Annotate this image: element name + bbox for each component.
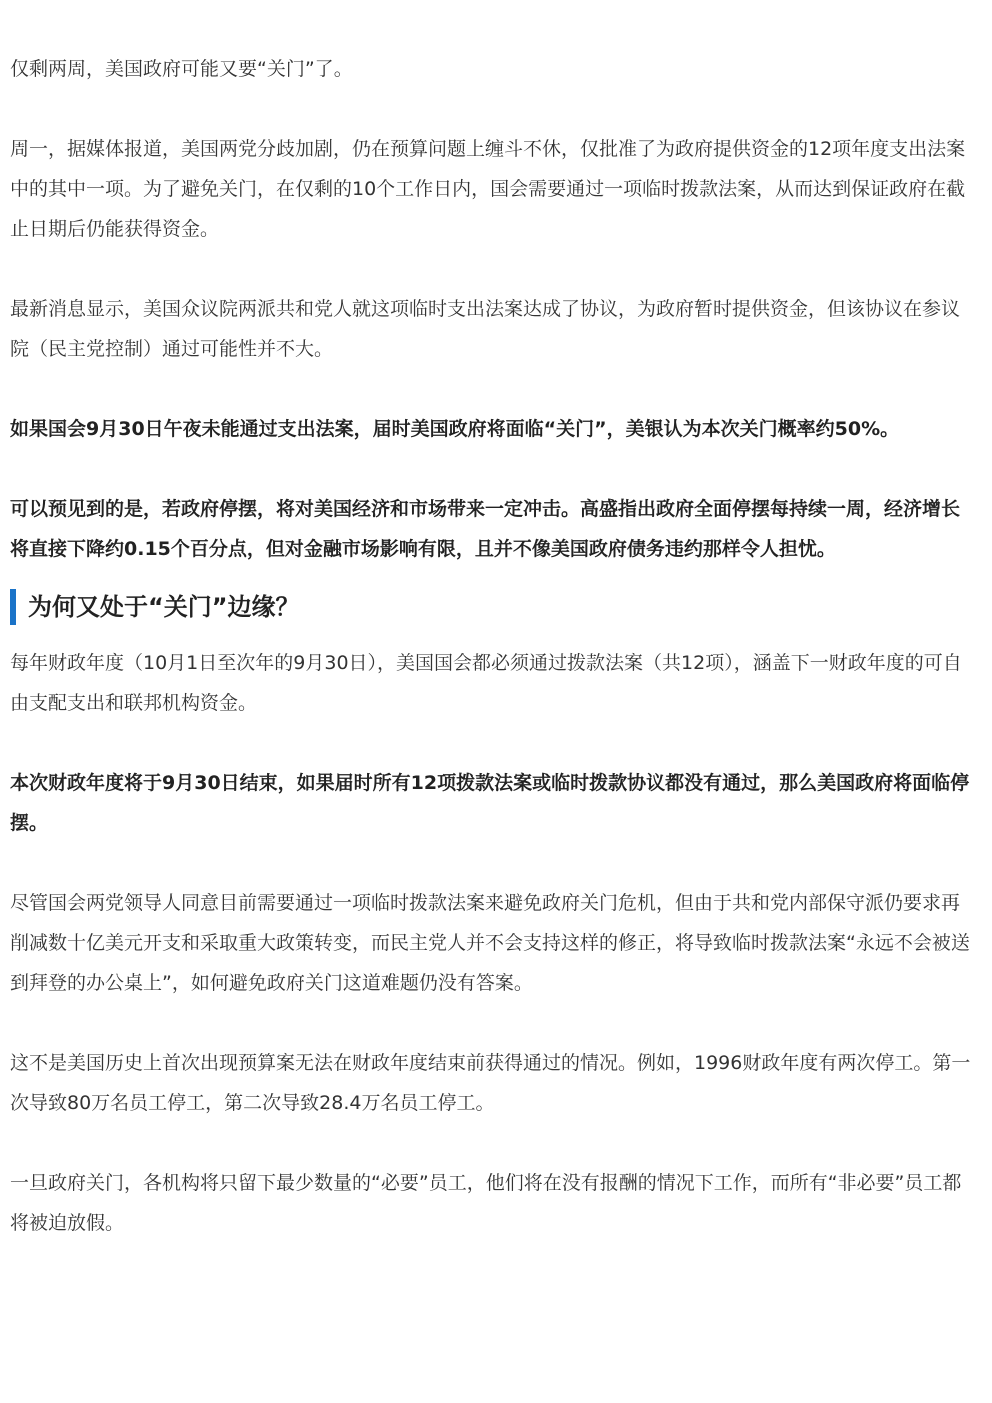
paragraph-economic-impact: 可以预见到的是，若政府停摆，将对美国经济和市场带来一定冲击。高盛指出政府全面停摆每持续一周，经济增长将直接下降约0.15个百分点，但对金融市场影响有限，且并不像美国政府债务违约那样令人担忧。 [10, 498, 961, 560]
spacer [10, 449, 971, 489]
section-heading-text: 为何又处于“关门”边缘？ [28, 593, 300, 621]
paragraph-intro: 仅剩两周，美国政府可能又要“关门”了。 [10, 58, 353, 80]
heading-accent-bar [10, 589, 16, 625]
paragraph-bipartisan-leaders: 尽管国会两党领导人同意目前需要通过一项临时拨款法案来避免政府关门危机，但由于共和党内部保守派仍要求再削减数十亿美元开支和采取重大政策转变，而民主党人并不会支持这样的修正，将导致临时拨款法案“永远不会被送到拜登的办公桌上”，如何避免政府关门这道难题仍没有答案。 [10, 892, 970, 994]
paragraph-history: 这不是美国历史上首次出现预算案无法在财政年度结束前获得通过的情况。例如，1996财政年度有两次停工。第一次导致80万名员工停工，第二次导致28.4万名员工停工。 [10, 1052, 971, 1114]
spacer [10, 89, 971, 129]
paragraph-essential-staff: 一旦政府关门，各机构将只留下最少数量的“必要”员工，他们将在没有报酬的情况下工作，而所有“非必要”员工都将被迫放假。 [10, 1172, 962, 1234]
paragraph-deadline: 本次财政年度将于9月30日结束，如果届时所有12项拨款法案或临时拨款协议都没有通过，那么美国政府将面临停摆。 [10, 772, 970, 834]
paragraph-shutdown-probability: 如果国会9月30日午夜未能通过支出法案，届时美国政府将面临“关门”，美银认为本次关门概率约50%。 [10, 418, 900, 440]
spacer [10, 249, 971, 289]
spacer [10, 843, 971, 883]
spacer [10, 1003, 971, 1043]
spacer [10, 723, 971, 763]
paragraph-house-agreement: 最新消息显示，美国众议院两派共和党人就这项临时支出法案达成了协议，为政府暂时提供资金，但该协议在参议院（民主党控制）通过可能性并不大。 [10, 298, 961, 360]
section-heading [10, 589, 971, 625]
spacer [10, 1123, 971, 1163]
spacer [10, 369, 971, 409]
paragraph-fiscal-year: 每年财政年度（10月1日至次年的9月30日），美国国会都必须通过拨款法案（共12项），涵盖下一财政年度的可自由支配支出和联邦机构资金。 [10, 652, 962, 714]
paragraph-budget-dispute: 周一，据媒体报道，美国两党分歧加剧，仍在预算问题上缠斗不休，仅批准了为政府提供资金的12项年度支出法案中的其中一项。为了避免关门，在仅剩的10个工作日内，国会需要通过一项临时拨款法案，从而达到保证政府在截止日期后仍能获得资金。 [10, 138, 966, 240]
